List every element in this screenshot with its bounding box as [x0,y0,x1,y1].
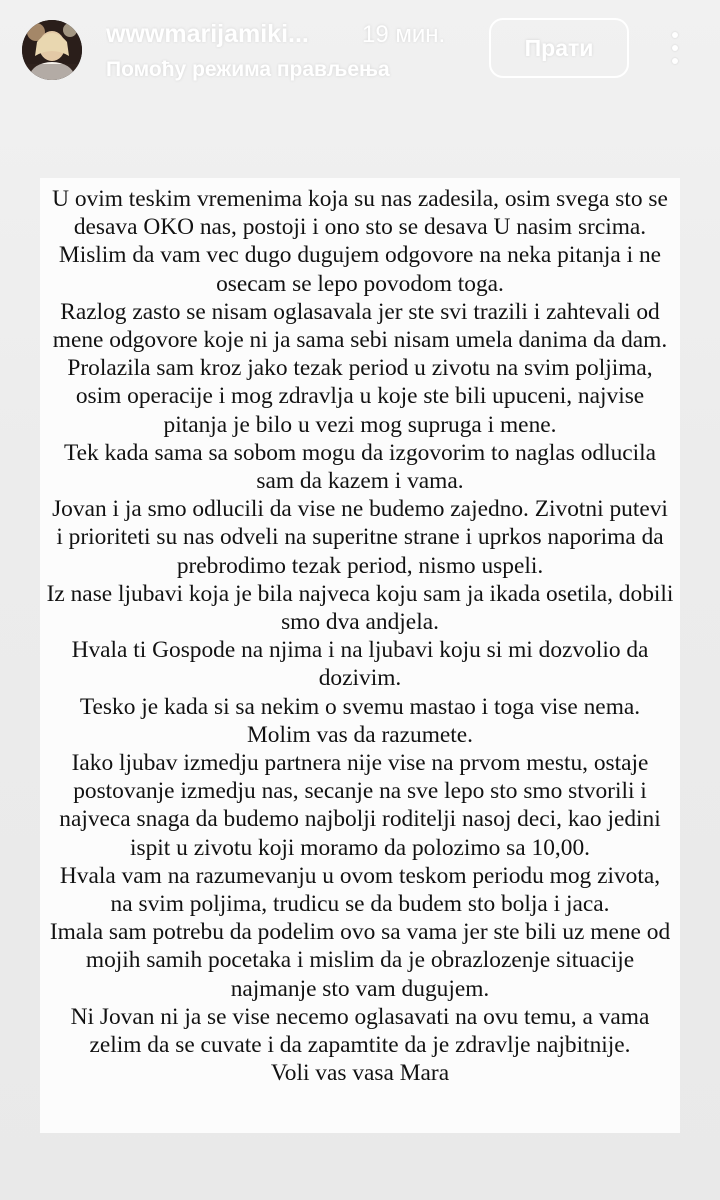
post-time: 19 мин. [362,21,446,48]
statement-paragraph: Iz nase ljubavi koja je bila najveca koju sam ja ikada osetila, dobili smo dva andjela. [46,580,674,636]
statement-paragraph: Hvala ti Gospode na njima i na ljubavi koju si mi dozvolio da dozivim. [71,637,649,692]
statement-paragraph: U ovim teskim vremenima koja su nas zadesila, osim svega sto se desava OKO nas, postoji i ono sto se desava U nasim srcima. Mislim da vam vec dugo dugujem odgovore na neka pitanja i ne osecam se lepo povodom toga. [52,186,668,297]
story-text-card [40,178,680,1133]
username[interactable]: wwwmarijamiki... [106,20,309,48]
statement-text [46,185,674,1088]
statement-paragraph: Hvala vam na razumevanju u ovom teskom periodu mog zivota, na svim poljima, trudicu se da budem sto bolja i jaca. [59,862,661,918]
avatar-image [22,20,82,80]
more-dot [672,45,678,51]
profile-avatar[interactable] [22,20,82,80]
more-vertical-icon[interactable] [660,28,690,68]
statement-signature: Voli vas vasa Mara [270,1060,450,1087]
story-header [0,0,720,100]
statement-paragraph: Tek kada sama sa sobom mogu da izgovorim to naglas odlucila sam da kazem i vama. [63,439,657,495]
follow-button[interactable]: Прати [489,18,629,78]
statement-paragraph: Razlog zasto se nisam oglasavala jer ste svi trazili i zahtevali od mene odgovore koje ni ja sama sebi nisam umela danima da dam. [52,298,668,354]
statement-paragraph: Prolazila sam kroz jako tezak period u zivotu na svim poljima, osim operacije i mog zdravlja u koje ste bili upuceni, najvise pitanja je bilo u vezi mog supruga i mene. [67,355,653,438]
statement-paragraph: Ni Jovan ni ja se vise necemo oglasavati na ovu temu, a vama zelim da se cuvate i da zapamtite da je zdravlje najbitnije. [70,1003,650,1059]
statement-paragraph: Tesko je kada si sa nekim o svemu mastao i toga vise nema. Molim vas da razumete. [79,693,641,748]
statement-paragraph: Jovan i ja smo odlucili da vise ne budemo zajedno. Zivotni putevi i prioriteti su nas odveli na superitne strane i uprkos naporima da prebrodimo tezak period, nismo uspeli. [52,496,668,579]
statement-paragraph: Iako ljubav izmedju partnera nije vise na prvom mestu, ostaje postovanje izmedju nas, secanje na sve lepo sto smo stvorili i najveca snaga da budemo najbolji roditelji nasoj deci, kao jedini ispit u zivotu koji moramo da polozimo sa 10,00. [59,750,661,861]
more-dot [672,32,678,38]
created-with-mode-label[interactable]: Помоћу режима прављења [106,58,390,81]
statement-paragraph: Imala sam potrebu da podelim ovo sa vama jer ste bili uz mene od mojih samih pocetaka i mislim da je obrazlozenje situacije najmanje sto vam dugujem. [49,919,671,1002]
more-dot [672,58,678,64]
